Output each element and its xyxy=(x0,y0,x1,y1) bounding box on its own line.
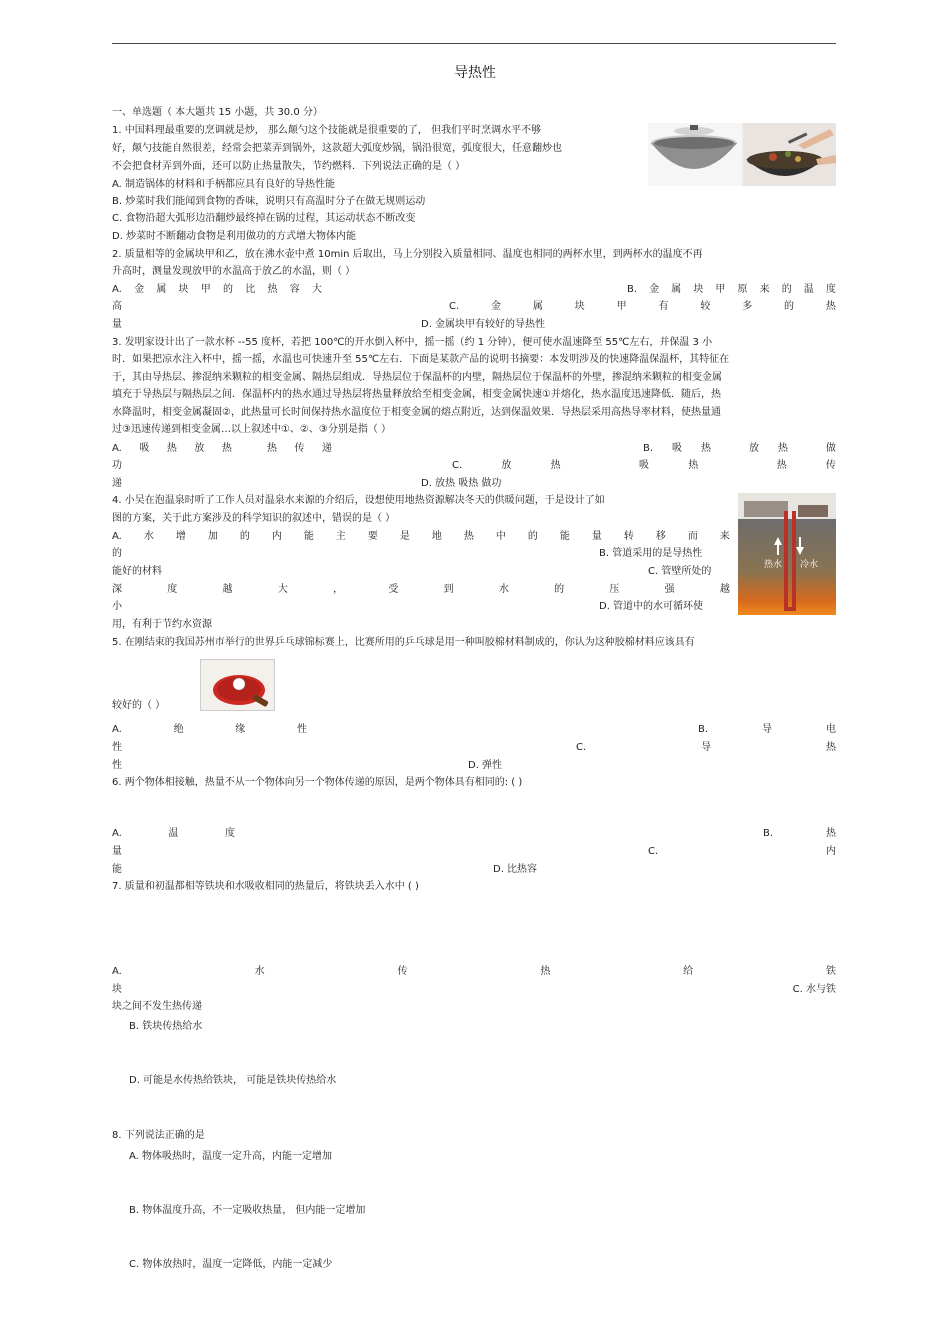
q3-a-part: 热 xyxy=(166,443,177,454)
q6-row-2-left: 量 xyxy=(112,846,122,857)
q2-a-part: 大 xyxy=(311,284,322,295)
q3-c-part: 热 xyxy=(550,460,561,471)
q5-a-part: 缘 xyxy=(235,724,246,735)
q4-line-1: 4. 小吴在泡温泉时听了工作人员对温泉水来源的介绍后，设想使用地热资源解决冬天的供暖问题，于是设计了如 xyxy=(112,495,605,506)
q5-option-d[interactable]: D. 弹性 xyxy=(468,760,503,771)
q2-c-part: 较 xyxy=(700,301,711,312)
q6-row-3-left: 能 xyxy=(112,864,122,875)
q4-a-part: 能 xyxy=(559,531,570,542)
q1-option-b[interactable]: B. 炒菜时我们能闻到食物的香味，说明只有高温时分子在做无规则运动 xyxy=(112,196,426,207)
ping-pong-photo xyxy=(200,659,275,711)
q5-option-a[interactable] xyxy=(112,723,307,737)
q2-c-part: 有 xyxy=(658,301,669,312)
q5-option-b[interactable] xyxy=(698,723,836,737)
q8-line-1: 8. 下列说法正确的是 xyxy=(112,1130,205,1141)
q7-a-part: A. xyxy=(112,966,122,977)
q6-a-part: A. xyxy=(112,828,122,839)
q3-c-part: C. xyxy=(452,460,463,471)
q3-line-6: 过③迅速传递到相变金属…以上叙述中①、②、③分别是指（ ） xyxy=(112,424,392,435)
q1-option-c[interactable]: C. 食物沿超大弧形边沿翻炒最终掉在锅的过程，其运动状态不断改变 xyxy=(112,213,416,224)
q2-option-a[interactable] xyxy=(112,283,322,297)
q5-a-part: 性 xyxy=(297,724,307,735)
q3-line-4: 填充于导热层与隔热层之间．保温杯内的热水通过导热层将热量释放给至相变金属，相变金属快速①并熔化，热水温度迅速降低．随后，热 xyxy=(112,389,721,400)
q2-option-d[interactable]: D. 金属块甲有较好的导热性 xyxy=(421,319,546,330)
q7-a-part: 铁 xyxy=(825,966,836,977)
q2-b-part: 的 xyxy=(781,284,792,295)
q2-a-part: 甲 xyxy=(200,284,211,295)
q5-a-part: 绝 xyxy=(173,724,184,735)
q3-a-part: 放 xyxy=(194,443,205,454)
q3-line-2: 时．如果把凉水注入杯中，摇一摇，水温也可快速升至 55℃左右．下面是某款产品的说明书摘要：本发明涉及的快速降温保温杯，其特征在 xyxy=(112,354,730,365)
q4-option-b[interactable]: B. 管道采用的是导热性 xyxy=(599,548,703,559)
q4-a-part: 的 xyxy=(527,531,538,542)
q4-row-6: 用，有利于节约水资源 xyxy=(112,619,212,630)
q6-b-part: 热 xyxy=(826,828,836,839)
q8-option-c[interactable]: C. 物体放热时，温度一定降低，内能一定减少 xyxy=(129,1259,333,1270)
q5-row-3-left: 性 xyxy=(112,760,122,771)
q6-b-part: B. xyxy=(763,828,774,839)
q2-c-part: 多 xyxy=(742,301,753,312)
q4-c-part: 的 xyxy=(554,584,565,595)
q1-option-a[interactable]: A. 制造锅体的材料和手柄都应具有良好的导热性能 xyxy=(112,179,336,190)
q5-option-c[interactable] xyxy=(576,741,836,755)
q2-c-part: 甲 xyxy=(616,301,627,312)
q4-c-part: 受 xyxy=(388,584,399,595)
q3-option-b[interactable] xyxy=(643,442,836,456)
hot-water-label: 热水 xyxy=(764,560,783,570)
q7-line-1: 7. 质量和初温都相等铁块和水吸收相同的热量后，将铁块丢入水中 ( ) xyxy=(112,881,419,892)
q7-a-part: 传 xyxy=(397,966,408,977)
q2-c-part: 金 xyxy=(491,301,502,312)
q7-option-a[interactable] xyxy=(112,965,836,979)
q2-option-c[interactable] xyxy=(449,300,836,314)
top-rule xyxy=(112,43,836,44)
q2-c-part: 属 xyxy=(532,301,543,312)
q2-a-part: A. xyxy=(112,284,122,295)
q4-c-part: 强 xyxy=(664,584,675,595)
q4-a-part: 而 xyxy=(687,531,698,542)
q4-a-part: 内 xyxy=(271,531,282,542)
q4-option-d[interactable]: D. 管道中的水可循环使 xyxy=(599,601,704,612)
q4-a-part: 量 xyxy=(591,531,602,542)
q8-option-b[interactable]: B. 物体温度升高，不一定吸收热量， 但内能一定增加 xyxy=(129,1205,366,1216)
q7-a-part: 水 xyxy=(254,966,265,977)
q2-option-b[interactable] xyxy=(627,283,836,297)
q5-row-2-left: 性 xyxy=(112,742,122,753)
q4-a-part: 增 xyxy=(175,531,186,542)
q3-a-part: 吸 xyxy=(139,443,150,454)
q3-c-part: 热 xyxy=(688,460,699,471)
q3-b-part: 放 xyxy=(748,443,759,454)
q5-b-part: B. xyxy=(698,724,709,735)
q3-option-a[interactable] xyxy=(112,442,332,456)
section-heading: 一、单选题（ 本大题共 15 小题，共 30.0 分） xyxy=(112,107,323,118)
q6-line-1: 6. 两个物体相接触，热量不从一个物体向另一个物体传递的原因，是两个物体具有相同的: ( ) xyxy=(112,777,523,788)
q3-c-part: 热 xyxy=(776,460,787,471)
q4-a-part: 能 xyxy=(303,531,314,542)
q2-a-part: 容 xyxy=(289,284,300,295)
q4-c-part: ， xyxy=(333,584,344,595)
q3-a-part: 传 xyxy=(294,443,305,454)
q2-b-part: 来 xyxy=(759,284,770,295)
q7-a-part: 给 xyxy=(683,966,694,977)
q3-b-part: 做 xyxy=(825,443,836,454)
q2-b-part: B. xyxy=(627,284,638,295)
q4-a-part: A. xyxy=(112,531,122,542)
q3-a-part: 递 xyxy=(321,443,332,454)
q4-a-part: 是 xyxy=(399,531,410,542)
q6-option-d[interactable]: D. 比热容 xyxy=(493,864,538,875)
q4-a-part: 热 xyxy=(463,531,474,542)
q1-line-3: 不会把食材弄到外面，还可以防止热量散失，节约燃料．下列说法正确的是（ ） xyxy=(112,161,466,172)
q3-row-3-left: 递 xyxy=(112,478,122,489)
q4-a-part: 主 xyxy=(335,531,346,542)
q3-option-c[interactable] xyxy=(452,459,836,473)
q3-line-5: 水降温时，相变金属凝固②，此热量可长时间保持热水温度位于相变金属的熔点附近，达到保温效果．导热层采用高热导率材料，使热量通 xyxy=(112,407,721,418)
wok-illustration xyxy=(648,123,836,186)
q4-c-part: 压 xyxy=(609,584,620,595)
q5-line-2: 较好的（ ） xyxy=(112,700,166,711)
q4-row-3-left: 能好的材料 xyxy=(112,566,162,577)
q4-row-2-left: 的 xyxy=(112,548,122,559)
q4-c-part: 越 xyxy=(719,584,730,595)
geothermal-diagram xyxy=(738,493,836,615)
q2-b-part: 属 xyxy=(671,284,682,295)
q5-a-part: A. xyxy=(112,724,122,735)
q2-c-part: C. xyxy=(449,301,460,312)
q3-a-part: A. xyxy=(112,443,122,454)
q5-b-part: 导 xyxy=(762,724,773,735)
q6-option-a[interactable] xyxy=(112,827,235,841)
q5-c-part: 热 xyxy=(825,742,836,753)
q4-c-part: 大 xyxy=(277,584,288,595)
q5-line-1: 5. 在刚结束的我国苏州市举行的世界乒乓球锦标赛上，比赛所用的乒乓球是用一种叫胶棉材料制成的，你认为这种胶棉材料应该具有 xyxy=(112,637,695,648)
q4-c-part: 到 xyxy=(443,584,454,595)
q3-b-part: 热 xyxy=(701,443,712,454)
q2-c-part: 块 xyxy=(574,301,585,312)
q8-option-a[interactable]: A. 物体吸热时，温度一定升高，内能一定增加 xyxy=(129,1151,333,1162)
q2-b-part: 度 xyxy=(825,284,836,295)
geothermal-illustration xyxy=(738,493,836,615)
q4-c-part: 度 xyxy=(167,584,178,595)
q4-row-4 xyxy=(112,583,730,597)
q3-c-part: 吸 xyxy=(639,460,650,471)
q2-a-part: 属 xyxy=(156,284,167,295)
q4-a-part: 来 xyxy=(719,531,730,542)
q2-a-part: 热 xyxy=(267,284,278,295)
q2-c-part: 的 xyxy=(784,301,795,312)
q3-a-part: 热 xyxy=(221,443,232,454)
q2-a-part: 块 xyxy=(178,284,189,295)
q6-option-c[interactable] xyxy=(648,845,836,859)
q1-line-1: 1. 中国料理最重要的烹调就是炒， 那么颠勺这个技能就是很重要的了， 但我们平时烹调水平不够 xyxy=(112,125,542,136)
q3-c-part: 放 xyxy=(501,460,512,471)
q4-a-part: 移 xyxy=(655,531,666,542)
q2-b-part: 原 xyxy=(737,284,748,295)
q3-a-part: 热 xyxy=(266,443,277,454)
q2-line-1: 2. 质量相等的金属块甲和乙，放在沸水壶中煮 10min 后取出，马上分别投入质量相同、温度也相同的两杯水里，到两杯水的温度不再 xyxy=(112,249,703,260)
q2-b-part: 甲 xyxy=(715,284,726,295)
q2-a-part: 金 xyxy=(134,284,145,295)
q4-a-part: 中 xyxy=(495,531,506,542)
q2-b-part: 金 xyxy=(649,284,660,295)
q3-b-part: 热 xyxy=(777,443,788,454)
q6-c-part: C. xyxy=(648,846,659,857)
q3-option-d[interactable]: D. 放热 吸热 做功 xyxy=(421,478,502,489)
q2-a-part: 比 xyxy=(245,284,256,295)
q3-row-2-left: 功 xyxy=(112,460,122,471)
q7-row-3: 块之间不发生热传递 xyxy=(112,1001,202,1012)
q2-row-3-left: 量 xyxy=(112,319,122,330)
cold-water-label: 冷水 xyxy=(800,560,819,570)
q7-option-b[interactable]: B. 铁块传热给水 xyxy=(129,1021,203,1032)
q4-option-a[interactable] xyxy=(112,530,730,544)
wok-photo xyxy=(648,123,836,186)
page-title: 导热性 xyxy=(454,65,496,81)
q6-a-part: 温 xyxy=(168,828,179,839)
q3-c-part: 传 xyxy=(825,460,836,471)
q4-a-part: 水 xyxy=(143,531,154,542)
q3-b-part: B. xyxy=(643,443,654,454)
q5-c-part: C. xyxy=(576,742,587,753)
q5-c-part: 导 xyxy=(701,742,712,753)
q7-row-2-left: 块 xyxy=(112,984,122,995)
q2-row-2-left: 高 xyxy=(112,301,122,312)
q7-option-c[interactable]: C. 水与铁 xyxy=(792,984,836,995)
q3-line-3: 于，其由导热层、掺混纳米颗粒的相变金属、隔热层组成．导热层位于保温杯的内壁，隔热层位于保温杯的外壁，掺混纳米颗粒的相变金属 xyxy=(112,372,722,383)
q4-a-part: 要 xyxy=(367,531,378,542)
q7-a-part: 热 xyxy=(540,966,551,977)
q4-c-part: 深 xyxy=(112,584,122,595)
q4-c-part: 水 xyxy=(498,584,509,595)
q6-option-b[interactable] xyxy=(763,827,836,841)
q2-b-part: 块 xyxy=(693,284,704,295)
q3-b-part: 吸 xyxy=(672,443,683,454)
q5-b-part: 电 xyxy=(825,724,836,735)
q6-c-part: 内 xyxy=(826,846,836,857)
q4-a-part: 的 xyxy=(239,531,250,542)
q4-c-part: 越 xyxy=(222,584,233,595)
q4-a-part: 转 xyxy=(623,531,634,542)
ping-pong-illustration xyxy=(201,660,275,711)
q7-option-d[interactable]: D. 可能是水传热给铁块， 可能是铁块传热给水 xyxy=(129,1075,337,1086)
q1-line-2: 好，颠勺技能自然很差，经常会把菜弄到锅外，这款超大弧度炒锅，锅沿很宽，弧度很大，任意翻炒也 xyxy=(112,143,562,154)
q2-a-part: 的 xyxy=(223,284,234,295)
q3-line-1: 3. 发明家设计出了一款水杯 --55 度杯，若把 100℃的开水倒入杯中，摇一摇（约 1 分钟），便可使水温速降至 55℃左右，并保温 3 小 xyxy=(112,337,713,348)
q4-row-5-left: 小 xyxy=(112,601,122,612)
q4-a-part: 地 xyxy=(431,531,442,542)
q4-line-2: 图的方案，关于此方案涉及的科学知识的叙述中，错误的是（ ） xyxy=(112,513,396,524)
q6-a-part: 度 xyxy=(225,828,235,839)
q2-line-2: 升高时，测量发现放甲的水温高于放乙的水温，则（ ） xyxy=(112,266,356,277)
q2-b-part: 温 xyxy=(803,284,814,295)
q1-option-d[interactable]: D. 炒菜时不断翻动食物是利用做功的方式增大物体内能 xyxy=(112,231,357,242)
q4-a-part: 加 xyxy=(207,531,218,542)
q4-option-c[interactable]: C. 管壁所处的 xyxy=(648,566,712,577)
q2-c-part: 热 xyxy=(825,301,836,312)
